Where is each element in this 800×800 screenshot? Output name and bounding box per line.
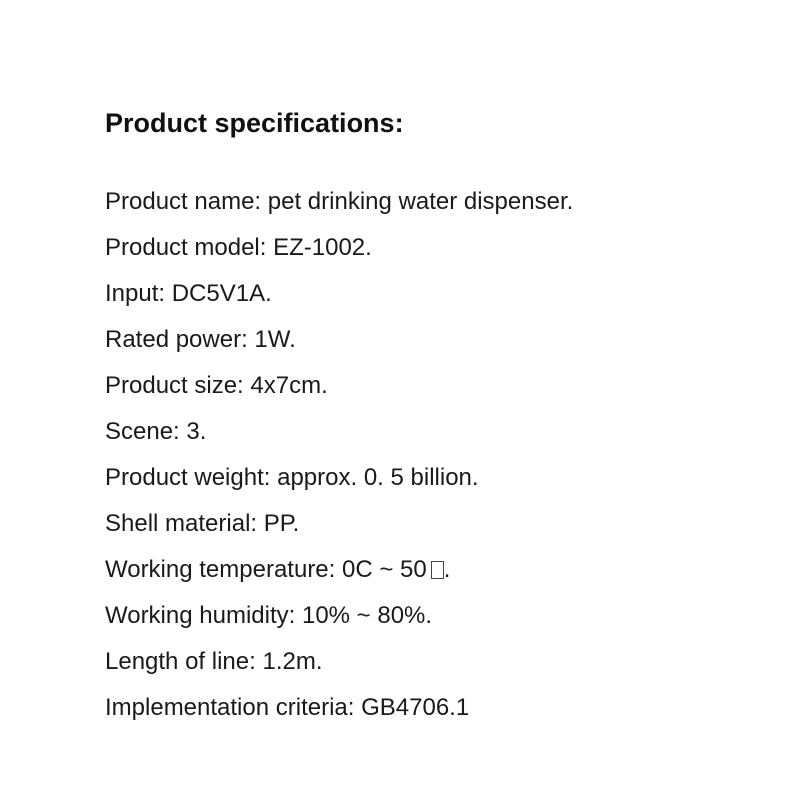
spec-value: 0C ~ 50: [342, 556, 427, 583]
spec-value: 1.2m.: [262, 648, 323, 675]
spec-value: 1W.: [254, 326, 296, 353]
spec-value: DC5V1A.: [171, 280, 272, 307]
spec-label: Scene:: [105, 418, 180, 445]
spec-item-rated-power: [105, 317, 785, 363]
spec-item-implementation-criteria: [105, 685, 785, 731]
spec-label: Rated power:: [105, 326, 248, 353]
page-title: Product specifications:: [105, 108, 404, 138]
spec-value: 10% ~ 80%.: [301, 602, 433, 629]
spec-item-product-weight: [105, 455, 785, 501]
spec-item-length-of-line: [105, 639, 785, 685]
spec-item-working-humidity: [105, 593, 785, 639]
spec-value: PP.: [263, 510, 300, 537]
spec-item-product-name: [105, 179, 785, 225]
spec-item-shell-material: [105, 501, 785, 547]
spec-label: Length of line:: [105, 648, 256, 675]
spec-item-product-size: [105, 363, 785, 409]
spec-item-product-model: [105, 225, 785, 271]
spec-item-input: [105, 271, 785, 317]
spec-value: 4x7cm.: [250, 372, 328, 399]
spec-item-scene: [105, 409, 785, 455]
spec-value: pet drinking water dispenser.: [267, 188, 574, 215]
spec-label: Implementation criteria:: [105, 694, 355, 721]
spec-sheet: [105, 104, 785, 731]
spec-value: GB4706.1: [361, 694, 470, 721]
spec-label: Product weight:: [105, 464, 271, 491]
spec-value: approx. 0. 5 billion.: [277, 464, 479, 491]
spec-label: Input:: [105, 280, 166, 307]
spec-label: Working temperature:: [105, 556, 336, 583]
spec-value: 3.: [186, 418, 207, 445]
spec-label: Product name:: [105, 188, 262, 215]
spec-suffix: .: [443, 556, 451, 583]
spec-label: Working humidity:: [105, 602, 296, 629]
spec-value: EZ-1002.: [273, 234, 372, 261]
spec-list: [105, 179, 785, 731]
spec-label: Product size:: [105, 372, 244, 399]
spec-label: Shell material:: [105, 510, 258, 537]
spec-label: Product model:: [105, 234, 267, 261]
spec-item-working-temperature: [105, 547, 785, 593]
missing-glyph-icon: [431, 561, 444, 579]
